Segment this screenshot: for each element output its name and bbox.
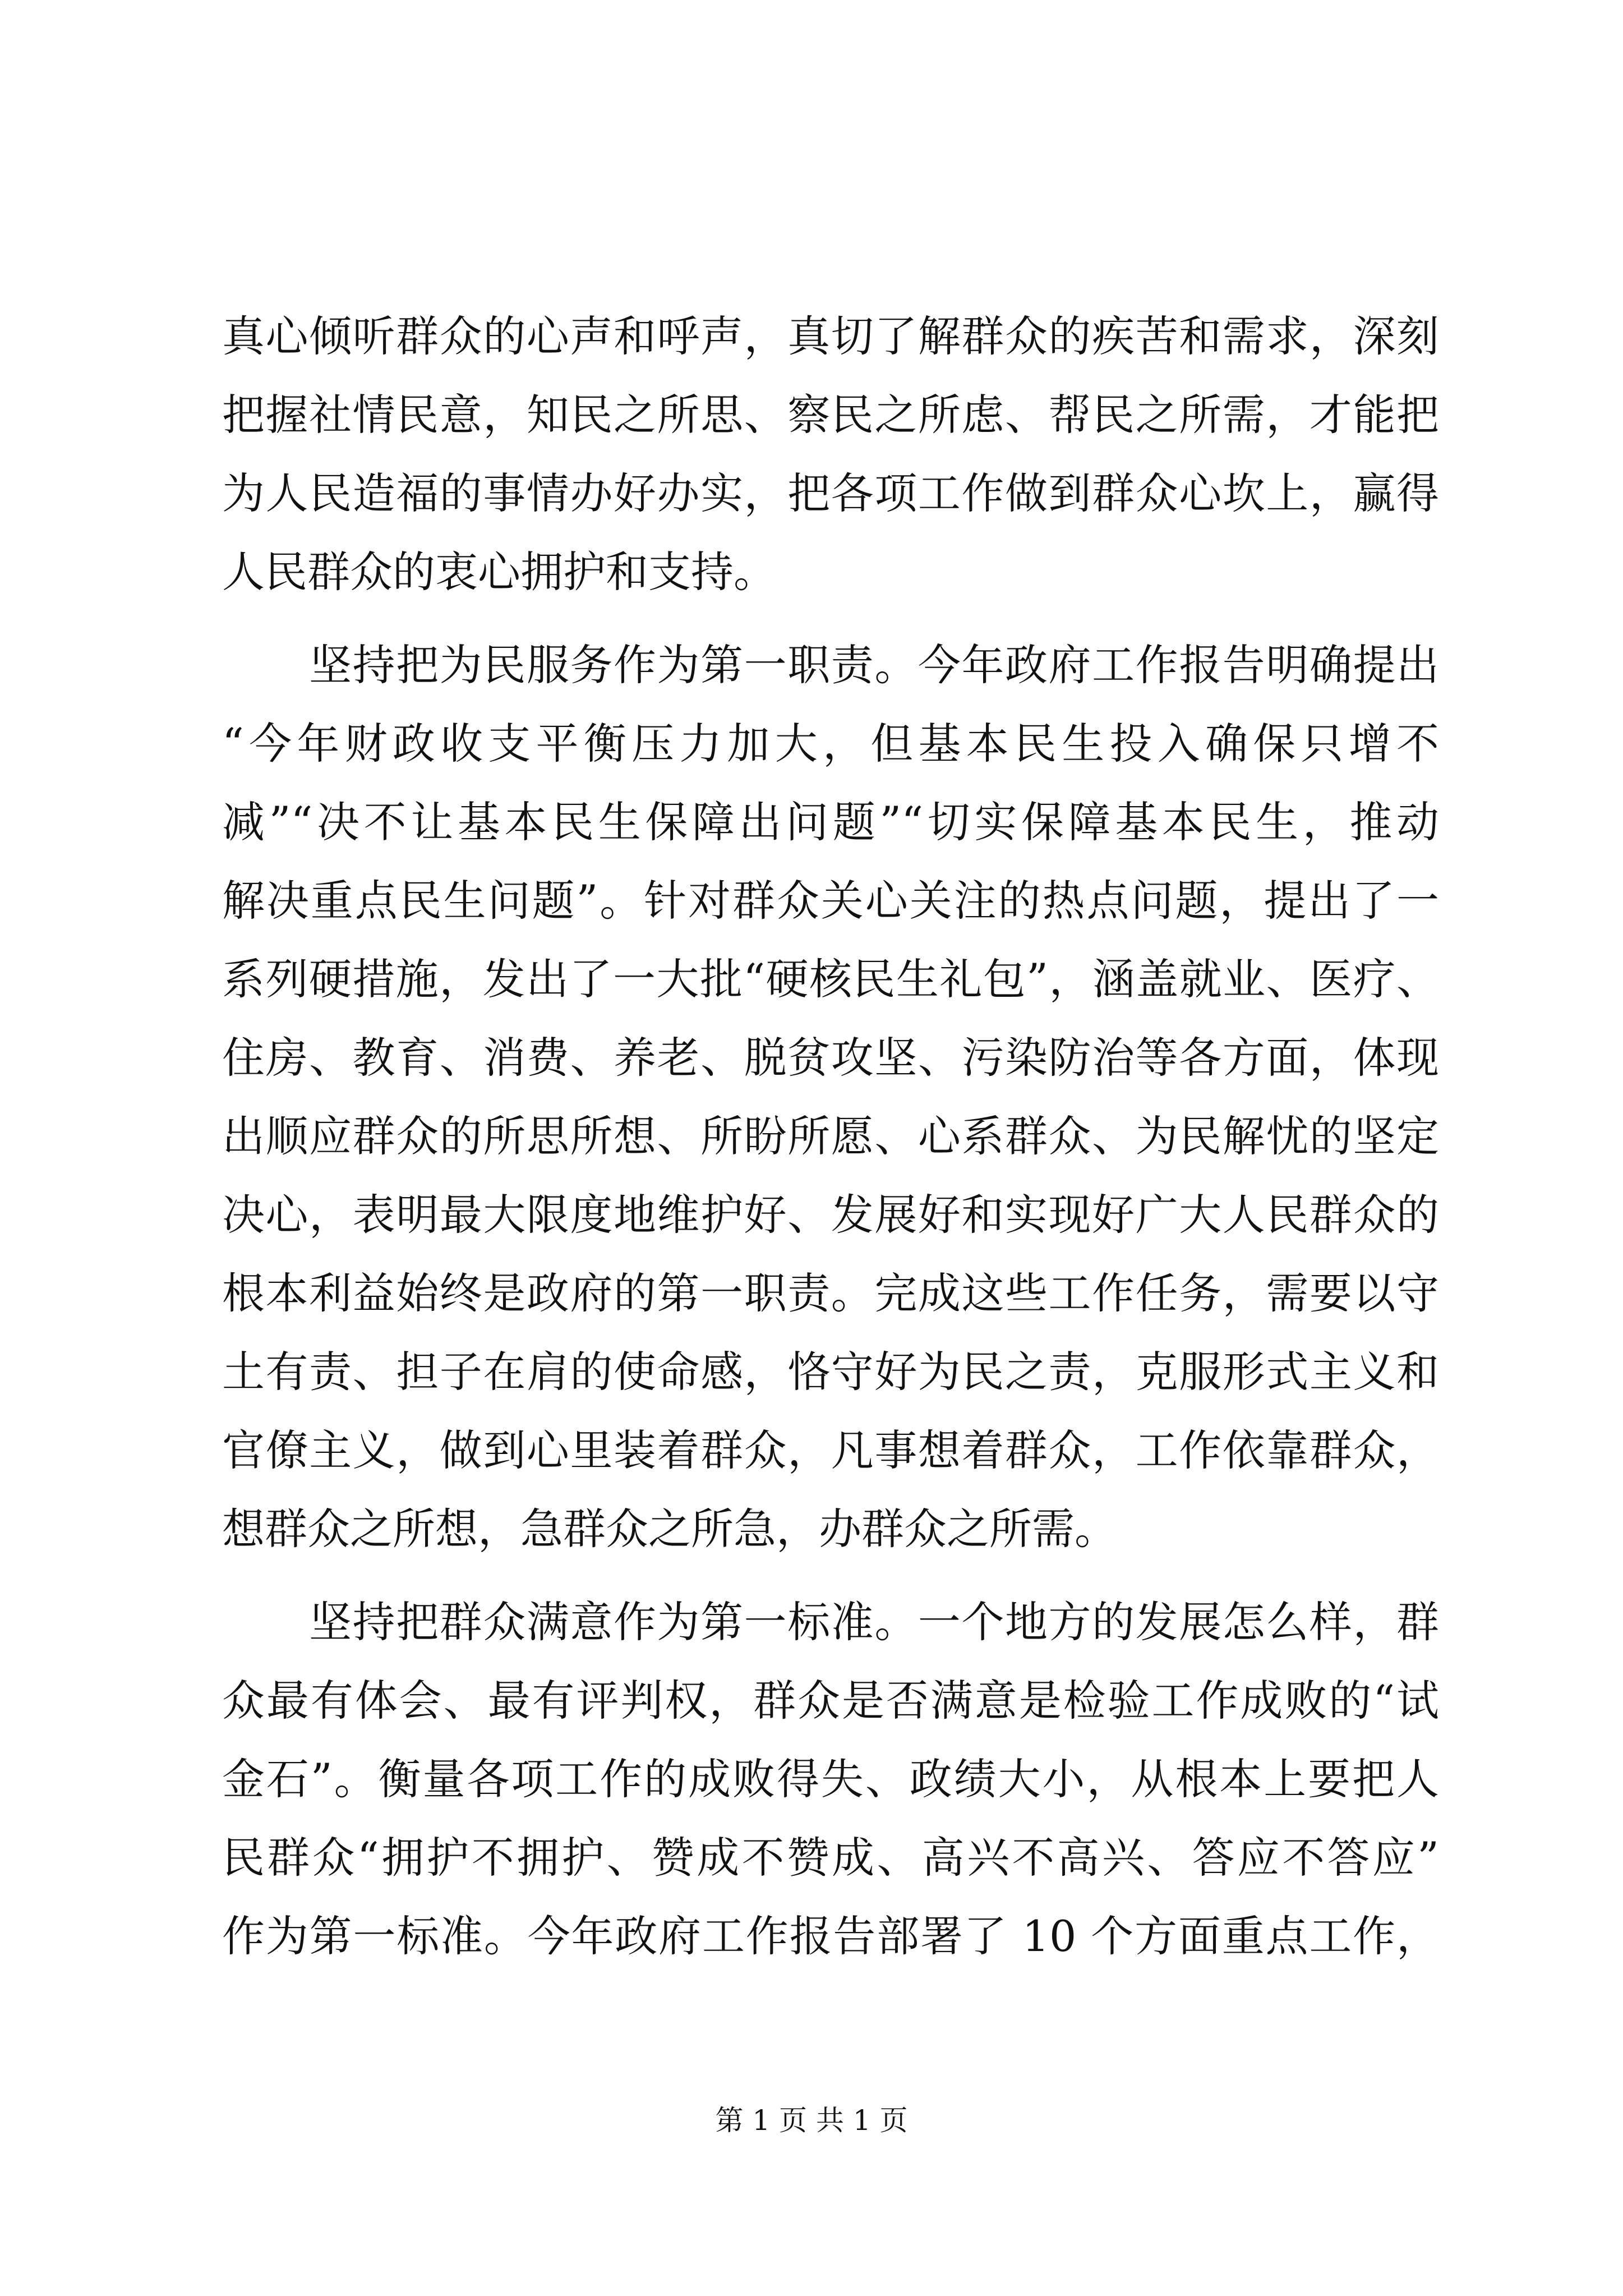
text-line: 土有责、担子在肩的使命感，恪守好为民之责，克服形式主义和 — [222, 1347, 1439, 1397]
text-line: 想群众之所想，急群众之所急，办群众之所需。 — [222, 1504, 1117, 1554]
text-line: 人民群众的衷心拥护和支持。 — [222, 547, 776, 597]
text-line: 众最有体会、最有评判权，群众是否满意是检验工作成败的“试 — [222, 1676, 1439, 1726]
text-line: 坚持把群众满意作为第一标准。一个地方的发展怎么样，群 — [222, 1597, 1439, 1647]
text-line: 系列硬措施，发出了一大批“硬核民生礼包”，涵盖就业、医疗、 — [222, 954, 1439, 1004]
text-line: 金石”。衡量各项工作的成败得失、政绩大小，从根本上要把人 — [222, 1754, 1439, 1804]
text-line: 减”“决不让基本民生保障出问题”“切实保障基本民生，推动 — [222, 797, 1439, 847]
text-line: 民群众“拥护不拥护、赞成不赞成、高兴不高兴、答应不答应” — [222, 1833, 1439, 1883]
text-line: 把握社情民意，知民之所思、察民之所虑、帮民之所需，才能把 — [222, 390, 1439, 440]
document-body — [222, 297, 1439, 1976]
page-footer: 第 1 页 共 1 页 — [715, 2104, 908, 2137]
text-line: 出顺应群众的所思所想、所盼所愿、心系群众、为民解忧的坚定 — [222, 1111, 1439, 1161]
text-line: 解决重点民生问题”。针对群众关心关注的热点问题，提出了一 — [222, 876, 1439, 926]
text-line: 根本利益始终是政府的第一职责。完成这些工作任务，需要以守 — [222, 1268, 1439, 1318]
text-line: 作为第一标准。今年政府工作报告部署了 10 个方面重点工作， — [222, 1911, 1439, 1961]
text-line: “今年财政收支平衡压力加大，但基本民生投入确保只增不 — [222, 719, 1439, 769]
text-line: 决心，表明最大限度地维护好、发展好和实现好广大人民群众的 — [222, 1190, 1439, 1240]
text-line: 住房、教育、消费、养老、脱贫攻坚、污染防治等各方面，体现 — [222, 1033, 1439, 1083]
text-line: 官僚主义，做到心里装着群众，凡事想着群众，工作依靠群众， — [222, 1425, 1439, 1475]
text-line: 为人民造福的事情办好办实，把各项工作做到群众心坎上，赢得 — [222, 468, 1439, 518]
text-line: 真心倾听群众的心声和呼声，真切了解群众的疾苦和需求，深刻 — [222, 311, 1439, 361]
text-line: 坚持把为民服务作为第一职责。今年政府工作报告明确提出 — [222, 640, 1439, 690]
